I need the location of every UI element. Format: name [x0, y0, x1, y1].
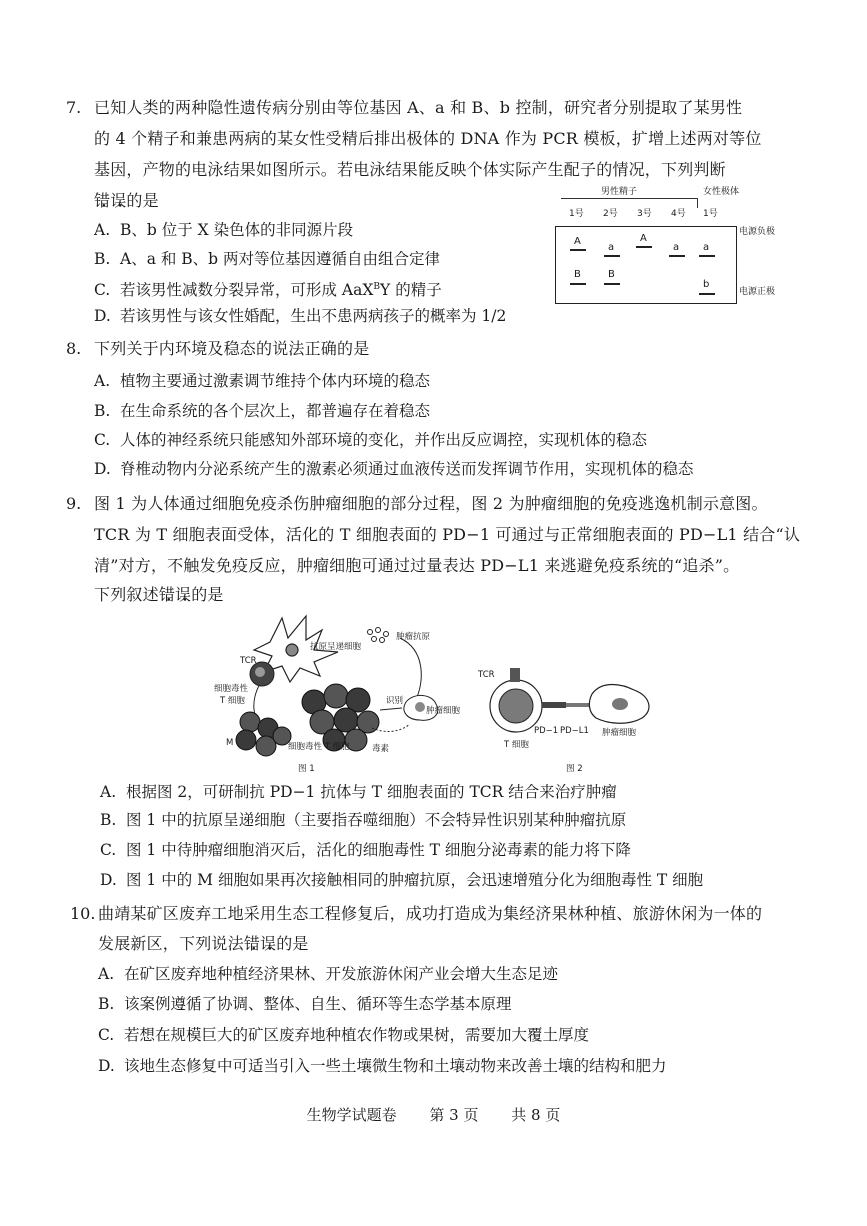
figure2-caption: 图 2 [566, 764, 583, 774]
t-cell-label-1: T 细胞 [220, 696, 245, 706]
q9-option-b[interactable]: B. 图 1 中的抗原呈递细胞（主要指吞噬细胞）不会特异性识别某种肿瘤抗原 [100, 811, 627, 829]
q7-number: 7. [66, 98, 82, 117]
gel-band [669, 255, 685, 257]
q10-option-d[interactable]: D. 该地生态修复中可适当引入一些土壤微生物和土壤动物来改善土壤的结构和肥力 [98, 1057, 667, 1075]
t-cell-shape-2 [490, 668, 592, 732]
lane-label: 1号 [569, 209, 584, 219]
tcr-label-2: TCR [478, 670, 495, 680]
band-label: A [640, 233, 647, 244]
positive-pole-label: 电源正极 [739, 287, 776, 297]
emphasis-char: 误 [260, 934, 277, 953]
gel-band [604, 255, 620, 257]
q8-number: 8. [66, 339, 82, 358]
q7-option-c[interactable]: C. 若该男性减数分裂异常，可形成 AaX$^B$Y 的精子 [94, 281, 442, 300]
q9-option-a[interactable]: A. 根据图 2，可研制抗 PD−1 抗体与 T 细胞表面的 TCR 结合来治疗肿瘤 [100, 783, 617, 801]
q9-stem-line4: 下列叙述错误的是 [94, 585, 224, 604]
memory-cell-label: M [226, 738, 234, 748]
toxin-label: 毒素 [372, 744, 390, 754]
gel-band [636, 246, 652, 248]
tumor-cell-label-2: 肿瘤细胞 [602, 728, 637, 738]
figure1-caption: 图 1 [298, 764, 315, 774]
footer-total-pages: 共 8 页 [511, 1106, 561, 1124]
ctl-label: 细胞毒性 [214, 684, 249, 694]
ctl-label-2: 细胞毒性 T 细胞 [288, 742, 350, 752]
pdl1-label: PD−L1 [560, 726, 589, 736]
tumor-cell-shape-2 [589, 685, 649, 724]
lane-label: 4号 [671, 209, 686, 219]
page-footer [0, 1104, 867, 1125]
recognize-label: 识别 [386, 696, 404, 706]
band-label: B [608, 269, 615, 280]
gel-band [570, 283, 586, 285]
band-label: a [608, 242, 615, 253]
gel-band [699, 293, 715, 295]
q7-stem-line3: 基因，产物的电泳结果如图所示。若电泳结果能反映个体实际产生配子的情况，下列判断 [94, 160, 726, 179]
q9-option-c[interactable]: C. 图 1 中待肿瘤细胞消灭后，活化的细胞毒性 T 细胞分泌毒素的能力将下降 [100, 841, 631, 859]
q7-option-d[interactable]: D. 若该男性与该女性婚配，生出不患两病孩子的概率为 1/2 [94, 307, 507, 325]
figure-drawing [210, 610, 680, 780]
q10-option-c[interactable]: C. 若想在规模巨大的矿区废弃地种植农作物或果树，需要加大覆土厚度 [98, 1026, 590, 1044]
q8-option-c[interactable]: C. 人体的神经系统只能感知外部环境的变化，并作出反应调控，实现机体的稳态 [94, 431, 648, 449]
emphasis-char: 误 [175, 585, 192, 604]
band-label: A [574, 236, 581, 247]
footer-page-number: 第 3 页 [429, 1106, 479, 1124]
q10-number: 10. [70, 904, 96, 923]
apc-label: 抗原呈递细胞 [310, 642, 362, 652]
negative-pole-label: 电源负极 [739, 227, 776, 237]
tumor-cell-label-1: 肿瘤细胞 [426, 706, 461, 716]
q9-stem-line1: 图 1 为人体通过细胞免疫杀伤肿瘤细胞的部分过程，图 2 为肿瘤细胞的免疫逃逸机制示意图。 [94, 494, 768, 513]
t-cell-label-2: T 细胞 [504, 740, 529, 750]
q7-option-b[interactable]: B. A、a 和 B、b 两对等位基因遵循自由组合定律 [94, 250, 441, 268]
tcr-label-1: TCR [240, 656, 257, 666]
memory-cell-cluster [236, 712, 291, 756]
pd1-label: PD−1 [534, 726, 559, 736]
band-label: a [673, 242, 680, 253]
lane-label: 1号 [703, 209, 718, 219]
q9-stem-line3: 清”对方，不触发免疫反应，肿瘤细胞可通过过量表达 PD−L1 来逃避免疫系统的“追杀”。 [94, 556, 740, 575]
band-label: B [574, 269, 581, 280]
q7-stem-line2: 的 4 个精子和兼患两病的某女性受精后排出极体的 DNA 作为 PCR 模板，扩增上述两对等位 [94, 129, 762, 148]
emphasis-char: 误 [110, 191, 127, 210]
q8-stem: 下列关于内环境及稳态的说法正确的是 [94, 339, 370, 358]
q8-option-d[interactable]: D. 脊椎动物内分泌系统产生的激素必须通过血液传送而发挥调节作用，实现机体的稳态 [94, 460, 694, 478]
immune-figures [210, 610, 680, 780]
lane-label: 2号 [603, 209, 618, 219]
band-label: a [703, 242, 710, 253]
band-label: b [703, 279, 710, 290]
q10-option-a[interactable]: A. 在矿区废弃地种植经济果林、开发旅游休闲产业会增大生态足迹 [98, 965, 559, 983]
gel-electrophoresis-figure [553, 182, 783, 308]
q7-stem-line4: 错误的是 [94, 191, 159, 210]
q10-option-b[interactable]: B. 该案例遵循了协调、整体、自生、循环等生态学基本原理 [98, 995, 512, 1013]
gel-band [604, 283, 620, 285]
q7-option-a[interactable]: A. B、b 位于 X 染色体的非同源片段 [94, 221, 354, 239]
female-polar-body-header: 女性极体 [703, 187, 740, 197]
male-sperm-header: 男性精子 [601, 187, 638, 197]
emphasis-char: 错 [94, 191, 111, 210]
q9-option-d[interactable]: D. 图 1 中的 M 细胞如果再次接触相同的肿瘤抗原，会迅速增殖分化为细胞毒性 T 细胞 [100, 871, 704, 889]
q7-stem-line1: 已知人类的两种隐性遗传病分别由等位基因 A、a 和 B、b 控制，研究者分别提取了某男性 [94, 98, 743, 117]
emphasis-char: 错 [243, 934, 261, 953]
gel-band [699, 255, 715, 257]
gel-band [570, 249, 586, 251]
tumor-antigen-label: 肿瘤抗原 [396, 632, 431, 642]
lane-label: 3号 [637, 209, 652, 219]
footer-subject: 生物学试题卷 [306, 1106, 397, 1124]
q9-number: 9. [66, 494, 82, 513]
antigen-dots [368, 628, 389, 643]
emphasis-char: 错 [158, 585, 176, 604]
gel-box [555, 226, 737, 304]
q9-stem-line2: TCR 为 T 细胞表面受体，活化的 T 细胞表面的 PD−1 可通过与正常细胞表面的 PD−L1 结合“认 [94, 525, 801, 544]
q10-stem-line1: 曲靖某矿区废弃工地采用生态工程修复后，成功打造成为集经济果林种植、旅游休闲为一体的 [98, 904, 763, 923]
q8-option-a[interactable]: A. 植物主要通过激素调节维持个体内环境的稳态 [94, 372, 431, 390]
q10-stem-line2: 发展新区，下列说法错误的是 [98, 934, 309, 953]
q8-option-b[interactable]: B. 在生命系统的各个层次上，都普遍存在着稳态 [94, 402, 431, 420]
